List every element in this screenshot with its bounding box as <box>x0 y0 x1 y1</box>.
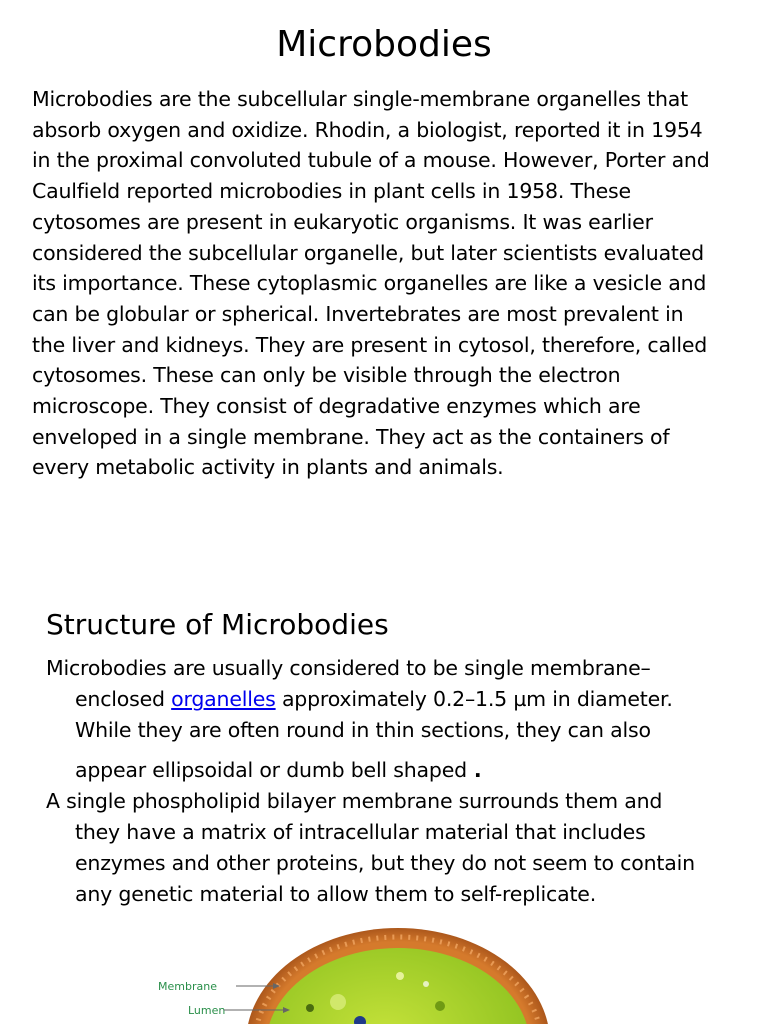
intro-line: its importance. These cytoplasmic organelles are like a vesicle and <box>32 271 707 296</box>
structure-line <box>46 684 746 715</box>
lumen-particle <box>423 981 429 987</box>
intro-line: enveloped in a single membrane. They act as the containers of <box>32 424 670 449</box>
membrane-label: Membrane <box>158 980 217 993</box>
intro-line: cytosomes. These can only be visible through the electron <box>32 363 621 388</box>
lumen-particle <box>330 994 346 1010</box>
intro-paragraph <box>32 84 744 483</box>
structure-line: enzymes and other proteins, but they do not seem to contain <box>75 851 695 875</box>
intro-line: the liver and kidneys. They are present in cytosol, therefore, called <box>32 332 708 357</box>
lumen-particle <box>435 1001 445 1011</box>
structure-line: Microbodies are usually considered to be single membrane– <box>46 656 651 680</box>
structure-line: any genetic material to allow them to self-replicate. <box>75 882 597 906</box>
intro-line: cytosomes are present in eukaryotic organisms. It was earlier <box>32 209 653 234</box>
structure-line: While they are often round in thin sections, they can also <box>75 718 651 742</box>
intro-line: microscope. They consist of degradative enzymes which are <box>32 394 641 419</box>
intro-line: Microbodies are the subcellular single-membrane organelles that <box>32 87 689 111</box>
text-segment: appear ellipsoidal or dumb bell shaped <box>75 758 467 782</box>
intro-line: can be globular or spherical. Invertebrates are most prevalent in <box>32 301 684 326</box>
intro-line: considered the subcellular organelle, but later scientists evaluated <box>32 240 704 265</box>
text-segment: enclosed <box>75 687 172 711</box>
lumen-particle <box>306 1004 314 1012</box>
lumen-particle <box>396 972 404 980</box>
intro-line: in the proximal convoluted tubule of a mouse. However, Porter and <box>32 148 710 173</box>
organelles-link[interactable]: organelles <box>171 687 276 711</box>
period-mark: . <box>466 758 482 782</box>
structure-line <box>46 755 746 786</box>
intro-line: Caulfield reported microbodies in plant cells in 1958. These <box>32 179 631 204</box>
structure-text <box>46 653 746 910</box>
section-heading: Structure of Microbodies <box>46 608 389 641</box>
page-title: Microbodies <box>276 24 492 65</box>
structure-line: A single phospholipid bilayer membrane surrounds them and <box>46 789 663 813</box>
structure-line: they have a matrix of intracellular material that includes <box>75 820 646 844</box>
text-segment: approximately 0.2–1.5 µm in diameter. <box>275 687 673 711</box>
intro-line: every metabolic activity in plants and animals. <box>32 455 504 480</box>
intro-line: absorb oxygen and oxidize. Rhodin, a biologist, reported it in 1954 <box>32 117 703 142</box>
microbody-diagram <box>140 928 560 1024</box>
lumen-label: Lumen <box>188 1004 226 1017</box>
